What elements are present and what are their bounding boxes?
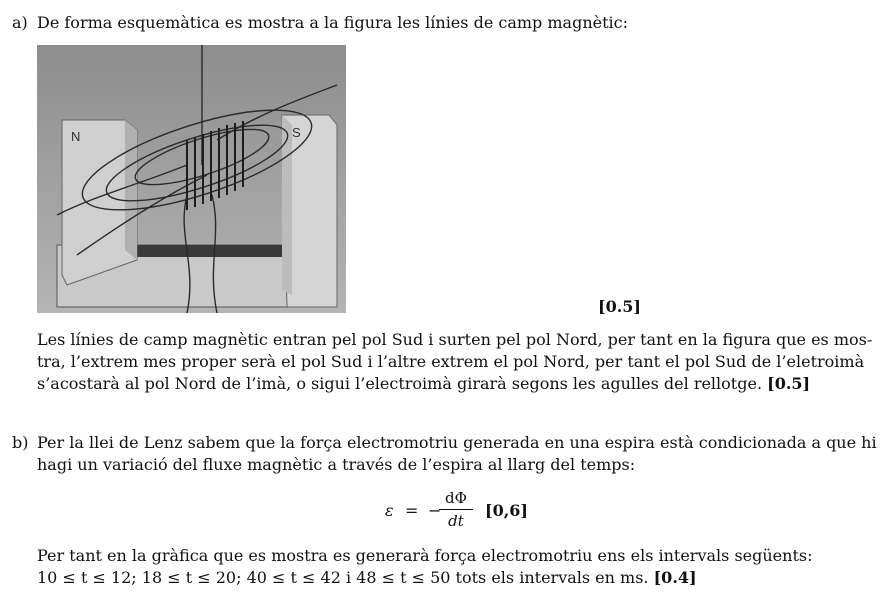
part-b-intro-line-1: Per la llei de Lenz sabem que la força electromotriu generada en una espira està condicionada a que hi	[37, 433, 877, 452]
fraction-numerator: dΦ	[445, 489, 467, 507]
part-a-answer-line-2: tra, l’extrem mes proper serà el pol Sud i l’altre extrem el pol Nord, per tant el pol Sud de l’eletroimà	[37, 352, 865, 371]
magnet-figure	[37, 45, 346, 313]
part-a-answer-line-3-text: s’acostarà al pol Nord de l’imà, o sigui l’electroimà girarà segons les agulles del rellotge.	[37, 374, 763, 393]
part-a-label: a)	[12, 13, 28, 32]
part-b-intervals-text: 10 ≤ t ≤ 12; 18 ≤ t ≤ 20; 40 ≤ t ≤ 42 i 48 ≤ t ≤ 50 tots els intervals en ms.	[37, 568, 649, 587]
part-b-conclusion: Per tant en la gràfica que es mostra es generarà força electromotriu ens els intervals següents:	[37, 546, 813, 565]
magnet-illustration	[37, 45, 346, 313]
equation-score: [0,6]	[485, 501, 528, 520]
part-b-intro-line-2: hagi un variació del fluxe magnètic a través de l’espira al llarg del temps:	[37, 455, 636, 474]
part-b-intervals-score: [0.4]	[653, 568, 697, 587]
part-b-label: b)	[12, 433, 29, 452]
part-a-answer-line-1: Les línies de camp magnètic entran pel pol Sud i surten pel pol Nord, per tant en la figura que es mos-	[37, 330, 873, 349]
part-b-intervals	[37, 567, 697, 589]
south-pole-label: S	[292, 125, 301, 140]
fraction-denominator: dt	[448, 512, 464, 530]
part-a-answer-score: [0.5]	[767, 374, 811, 393]
flux-derivative-fraction	[439, 489, 473, 530]
part-a-intro: De forma esquemàtica es mostra a la figura les línies de camp magnètic:	[37, 13, 628, 32]
emf-symbol: ε	[385, 501, 394, 520]
part-a-figure-score: [0.5]	[598, 297, 641, 316]
minus-sign: −	[428, 501, 442, 520]
north-pole-label: N	[71, 129, 81, 144]
part-a-answer-line-3	[37, 373, 810, 395]
equals-sign: =	[405, 501, 419, 520]
